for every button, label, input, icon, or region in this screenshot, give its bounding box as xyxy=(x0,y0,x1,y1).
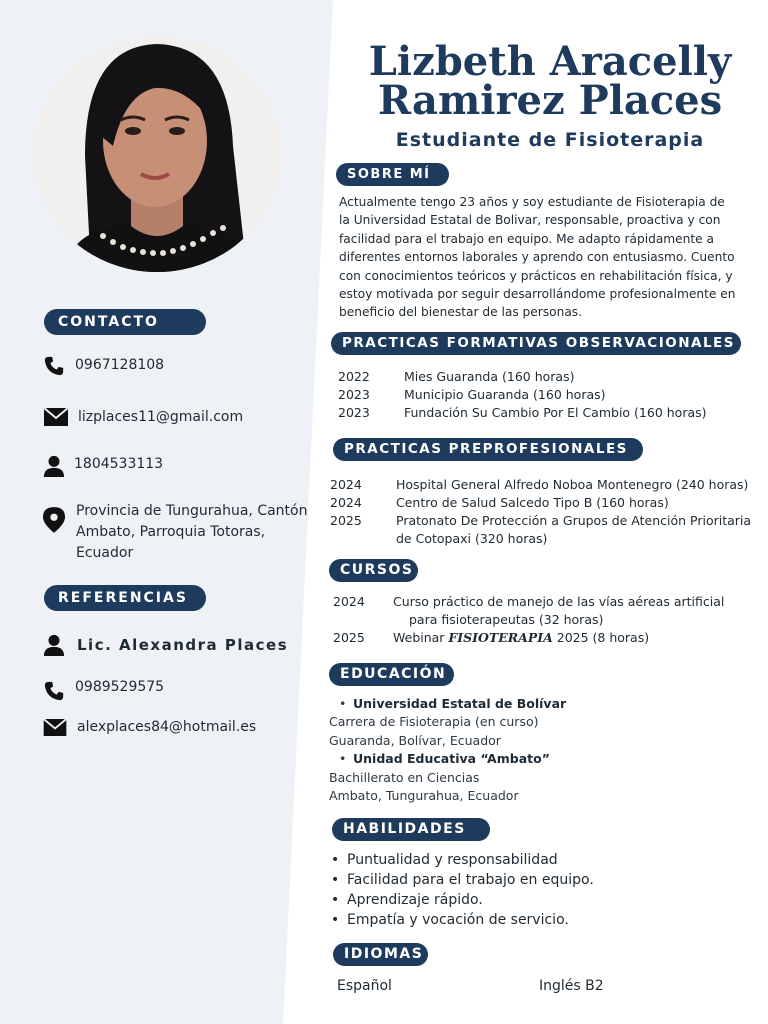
phone-icon xyxy=(43,680,65,702)
phone-icon xyxy=(43,355,65,377)
education-institution: Unidad Educativa “Ambato” xyxy=(353,751,550,767)
list-item: • Empatía y vocación de servicio. xyxy=(331,912,569,928)
list-item: • Facilidad para el trabajo en equipo. xyxy=(331,872,594,888)
item-year: 2025 xyxy=(330,513,362,528)
address-line: Provincia de Tungurahua, Cantón xyxy=(76,503,308,519)
languages-heading xyxy=(333,943,428,966)
address-line: Ecuador xyxy=(76,545,134,561)
language-item: Inglés B2 xyxy=(539,978,604,994)
course-suffix: 2025 (8 horas) xyxy=(552,630,650,645)
education-item: • Universidad Estatal de Bolívar Carrera de Fisioterapia (en curso) Guaranda, Bolívar, Ecuador • Unidad Educativa “Ambato” Bachillerato en Ciencias Ambato, Tungurahua, Ecuador xyxy=(329,695,566,805)
item-desc: Pratonato De Protección a Grupos de Atención Prioritaria xyxy=(396,513,752,528)
item-year: 2023 xyxy=(338,387,370,402)
courses-heading xyxy=(329,559,418,582)
item-desc: Centro de Salud Salcedo Tipo B (160 horas) xyxy=(396,495,669,510)
skill-label: Puntualidad y responsabilidad xyxy=(347,852,558,868)
references-heading xyxy=(44,585,206,611)
education-heading xyxy=(329,663,454,686)
contact-phone[interactable]: 0967128108 xyxy=(75,357,165,373)
education-detail: Bachillerato en Ciencias xyxy=(329,769,480,785)
references-heading-label: REFERENCIAS xyxy=(58,590,188,606)
preprofessional-heading xyxy=(333,438,643,461)
list-item: • Aprendizaje rápido. xyxy=(331,892,483,908)
education-place: Guaranda, Bolívar, Ecuador xyxy=(329,732,501,748)
item-year: 2024 xyxy=(333,594,365,609)
contact-address xyxy=(76,501,307,564)
contact-email[interactable]: lizplaces11@gmail.com xyxy=(78,409,244,425)
reference-phone[interactable]: 0989529575 xyxy=(75,679,165,695)
list-item: • Puntualidad y responsabilidad xyxy=(331,852,558,868)
reference-name: Lic. Alexandra Places xyxy=(77,636,289,654)
about-heading-label: SOBRE MÍ xyxy=(347,167,431,182)
item-year: 2025 xyxy=(333,630,365,645)
item-desc: Municipio Guaranda (160 horas) xyxy=(404,387,606,402)
skills-list xyxy=(331,850,594,930)
item-desc: Fundación Su Cambio Por El Cambio (160 horas) xyxy=(404,405,707,420)
item-desc-continued: de Cotopaxi (320 horas) xyxy=(396,531,548,546)
person-icon xyxy=(43,634,65,656)
contact-heading xyxy=(44,309,206,335)
contact-heading-label: CONTACTO xyxy=(58,314,159,330)
preprofessional-heading-label: PRACTICAS PREPROFESIONALES xyxy=(344,441,628,457)
observational-heading xyxy=(331,332,741,355)
courses-heading-label: CURSOS xyxy=(340,562,414,578)
skills-heading-label: HABILIDADES xyxy=(343,821,466,837)
profile-photo xyxy=(33,36,281,272)
education-institution: Universidad Estatal de Bolívar xyxy=(353,696,567,711)
item-year: 2022 xyxy=(338,369,370,384)
reference-email[interactable]: alexplaces84@hotmail.es xyxy=(77,719,257,735)
name-line-2: Ramirez Places xyxy=(377,77,723,124)
skill-label: Empatía y vocación de servicio. xyxy=(347,912,569,928)
item-year: 2023 xyxy=(338,405,370,420)
item-desc: Mies Guaranda (160 horas) xyxy=(404,369,575,384)
mail-icon xyxy=(44,408,68,426)
skill-label: Facilidad para el trabajo en equipo. xyxy=(347,872,594,888)
about-heading xyxy=(336,163,449,186)
address-line: Ambato, Parroquia Totoras, xyxy=(76,524,266,540)
course-emphasis: FISIOTERAPIA xyxy=(448,630,553,645)
education-heading-label: EDUCACIÓN xyxy=(340,666,447,682)
languages-heading-label: IDIOMAS xyxy=(344,946,424,962)
person-icon xyxy=(43,455,65,477)
education-detail: Carrera de Fisioterapia (en curso) xyxy=(329,714,539,730)
about-text: Actualmente tengo 23 años y soy estudiante de Fisioterapia de la Universidad Estatal de Bolivar, responsable, proactiva y con facilidad para el trabajo en equipo. Me adapto rápidamente a diferentes entornos laborales y aprendo con entusiasmo. Cuento con conocimientos teóricos y prácticos en rehabilitación física, y estoy motivada por seguir desarrollándome profesionalmente en beneficio del bienestar de las personas. xyxy=(339,195,736,320)
education-place: Ambato, Tungurahua, Ecuador xyxy=(329,788,519,804)
skills-heading xyxy=(332,818,490,841)
mail-icon xyxy=(43,719,67,736)
item-year: 2024 xyxy=(330,495,362,510)
skill-label: Aprendizaje rápido. xyxy=(347,892,483,908)
item-desc: Hospital General Alfredo Noboa Montenegro (240 horas) xyxy=(396,477,749,492)
item-desc-continued: para fisioterapeutas (32 horas) xyxy=(409,612,604,627)
location-pin-icon xyxy=(43,507,65,533)
name-line-1: Lizbeth Aracelly xyxy=(368,38,732,85)
item-desc xyxy=(393,630,649,645)
item-desc: Curso práctico de manejo de las vías aéreas artificial xyxy=(393,594,725,609)
contact-id-number: 1804533113 xyxy=(74,456,164,472)
item-year: 2024 xyxy=(330,477,362,492)
observational-heading-label: PRACTICAS FORMATIVAS OBSERVACIONALES xyxy=(342,335,736,351)
course-prefix: Webinar xyxy=(393,630,449,645)
job-title: Estudiante de Fisioterapia xyxy=(395,129,705,151)
language-item: Español xyxy=(337,978,392,994)
